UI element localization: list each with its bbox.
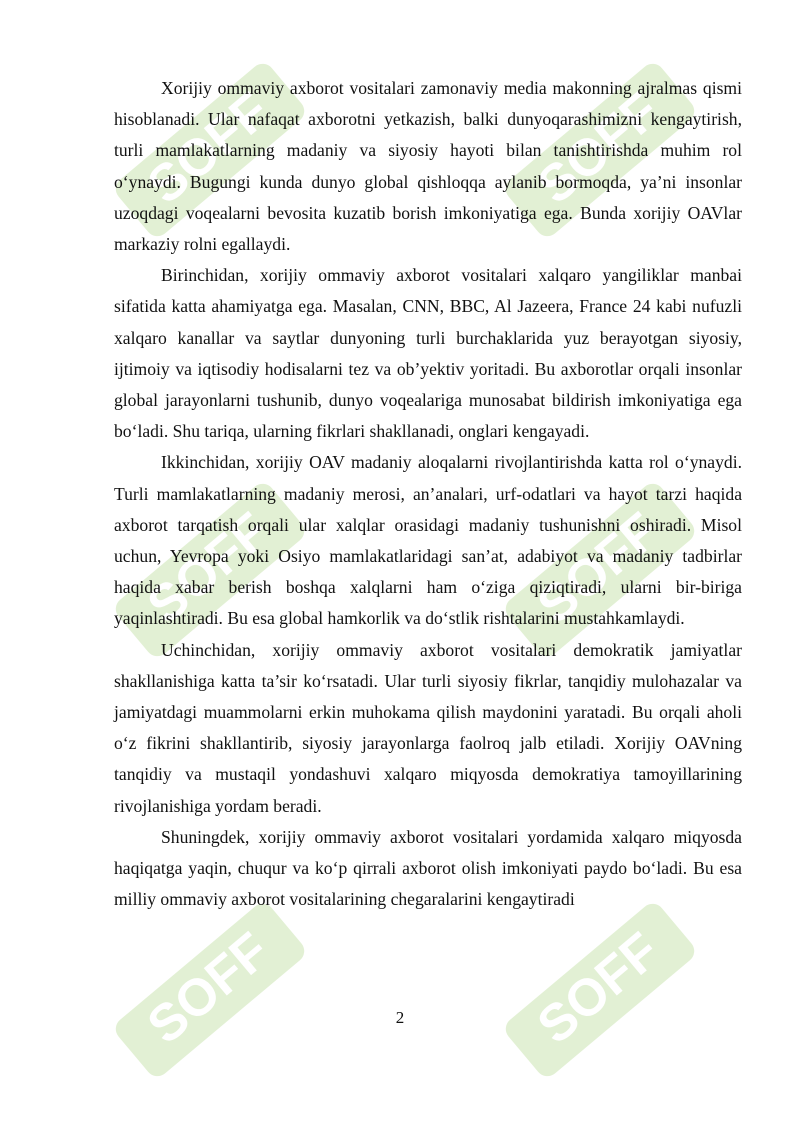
page-number: 2 [395, 1008, 405, 1027]
svg-text:SOFF: SOFF [526, 921, 671, 1056]
svg-text:SOFF: SOFF [136, 501, 281, 636]
document-body [114, 73, 742, 915]
svg-text:SOFF: SOFF [526, 81, 671, 216]
paragraph: Ikkinchidan, xorijiy OAV madaniy aloqalarni rivojlantirishda katta rol o‘ynaydi. Turli mamlakatlarning madaniy merosi, an’analari, urf-odatlari va hayot tarzi haqida axborot tarqatish orqali ular xalqlar orasidagi madaniy tushunishni oshiradi. Misol uchun, Yevropa yoki Osiyo mamlakatlaridagi san’at, adabiyot va madaniy tadbirlar haqida xabar berish boshqa xalqlarni ham o‘ziga qiziqtiradi, ularni bir-biriga yaqinlashtiradi. Bu esa global hamkorlik va do‘stlik rishtalarini mustahkamlaydi. [114, 452, 742, 629]
paragraph: Shuningdek, xorijiy ommaviy axborot vositalari yordamida xalqaro miqyosda haqiqatga yaqin, chuqur va ko‘p qirrali axborot olish imkoniyati paydo bo‘ladi. Bu esa milliy ommaviy axborot vositalarining chegaralarini kengaytiradi [114, 826, 742, 910]
svg-text:SOFF: SOFF [136, 921, 281, 1056]
paragraph: Xorijiy ommaviy axborot vositalari zamonaviy media makonning ajralmas qismi hisoblanadi. Ular nafaqat axborotni yetkazish, balki dunyoqarashimizni kengaytirish, turli mamlakatlarning madaniy va siyosiy hayoti bilan tanishtirishda muhim rol o‘ynaydi. Bugungi kunda dunyo global qishloqqa aylanib bormoqda, ya’ni insonlar uzoqdagi voqealarni bevosita kuzatib borish imkoniyatiga ega. Bunda xorijiy OAVlar markaziy rolni egallaydi. [114, 78, 742, 255]
paragraph: Birinchidan, xorijiy ommaviy axborot vositalari xalqaro yangiliklar manbai sifatida katta ahamiyatga ega. Masalan, CNN, BBC, Al Jazeera, France 24 kabi nufuzli xalqaro kanallar va saytlar dunyoning turli burchaklarida yuz berayotgan siyosiy, ijtimoiy va iqtisodiy hodisalarni tez va ob’yektiv yoritadi. Bu axborotlar orqali insonlar global jarayonlarni tushunib, dunyo voqealariga munosabat bildirish imkoniyatiga ega bo‘ladi. Shu tariqa, ularning fikrlari shakllanadi, onglari kengayadi. [114, 265, 742, 442]
svg-text:SOFF: SOFF [526, 501, 671, 636]
paragraph: Uchinchidan, xorijiy ommaviy axborot vositalari demokratik jamiyatlar shakllanishiga katta ta’sir ko‘rsatadi. Ular turli siyosiy fikrlar, tanqidiy mulohazalar va jamiyatdagi muammolarni erkin muhokama qilish maydonini yaratadi. Bu orqali aholi o‘z fikrini shakllantirib, siyosiy jarayonlarga faolroq jalb etiladi. Xorijiy OAVning tanqidiy va mustaqil yondashuvi xalqaro miqyosda demokratiya tamoyillarining rivojlanishiga yordam beradi. [114, 639, 742, 816]
svg-text:SOFF: SOFF [136, 81, 281, 216]
